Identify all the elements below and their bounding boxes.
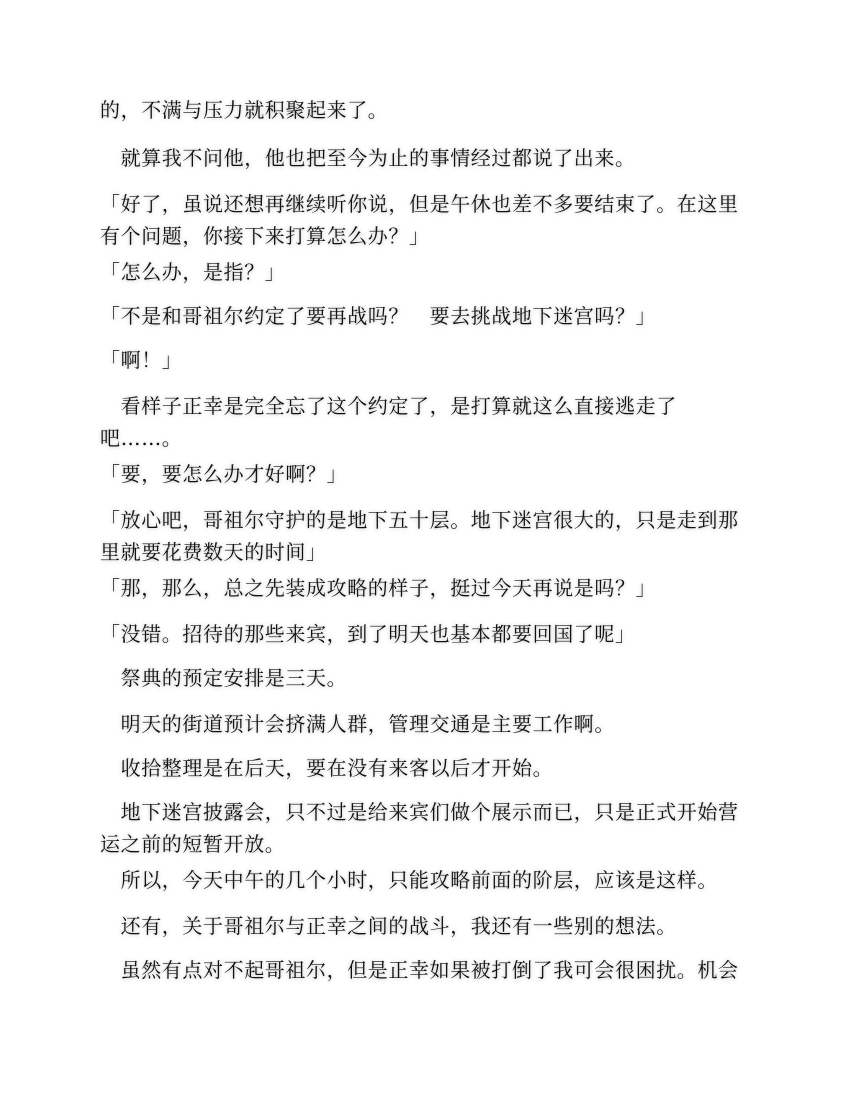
paragraph-5: 「不是和哥祖尔约定了要再战吗？ 要去挑战地下迷宫吗？」 (100, 304, 657, 328)
paragraph-7: 看样子正幸是完全忘了这个约定了，是打算就这么直接逃走了吧……。 (100, 394, 677, 450)
paragraph-13: 明天的街道预计会挤满人群，管理交通是主要工作啊。 (100, 712, 615, 736)
paragraph-3: 「好了，虽说还想再继续听你说，但是午休也差不多要结束了。在这里有个问题，你接下来打算怎么办？」 (100, 192, 739, 248)
paragraph-11: 「没错。招待的那些来宾，到了明天也基本都要回国了呢」 (100, 622, 636, 646)
paragraph-4: 「怎么办，是指？」 (100, 260, 286, 284)
paragraph-2: 就算我不问他，他也把至今为止的事情经过都说了出来。 (100, 146, 636, 170)
paragraph-8: 「要，要怎么办才好啊？」 (100, 462, 348, 486)
paragraph-1: 的，不满与压力就积聚起来了。 (100, 98, 389, 122)
paragraph-18: 虽然有点对不起哥祖尔，但是正幸如果被打倒了我可会很困扰。机会 (100, 958, 739, 982)
paragraph-14: 收拾整理是在后天，要在没有来客以后才开始。 (100, 756, 554, 780)
paragraph-10: 「那，那么，总之先装成攻略的样子，挺过今天再说是吗？」 (100, 576, 657, 600)
paragraph-15: 地下迷宫披露会，只不过是给来宾们做个展示而已，只是正式开始营运之前的短暂开放。 (100, 800, 739, 856)
paragraph-17: 还有，关于哥祖尔与正幸之间的战斗，我还有一些别的想法。 (100, 914, 677, 938)
paragraph-6: 「啊！」 (100, 348, 183, 372)
paragraph-9: 「放心吧，哥祖尔守护的是地下五十层。地下迷宫很大的，只是走到那里就要花费数天的时间」 (100, 508, 739, 564)
paragraph-16: 所以，今天中午的几个小时，只能攻略前面的阶层，应该是这样。 (100, 868, 718, 892)
paragraph-12: 祭典的预定安排是三天。 (100, 666, 348, 690)
